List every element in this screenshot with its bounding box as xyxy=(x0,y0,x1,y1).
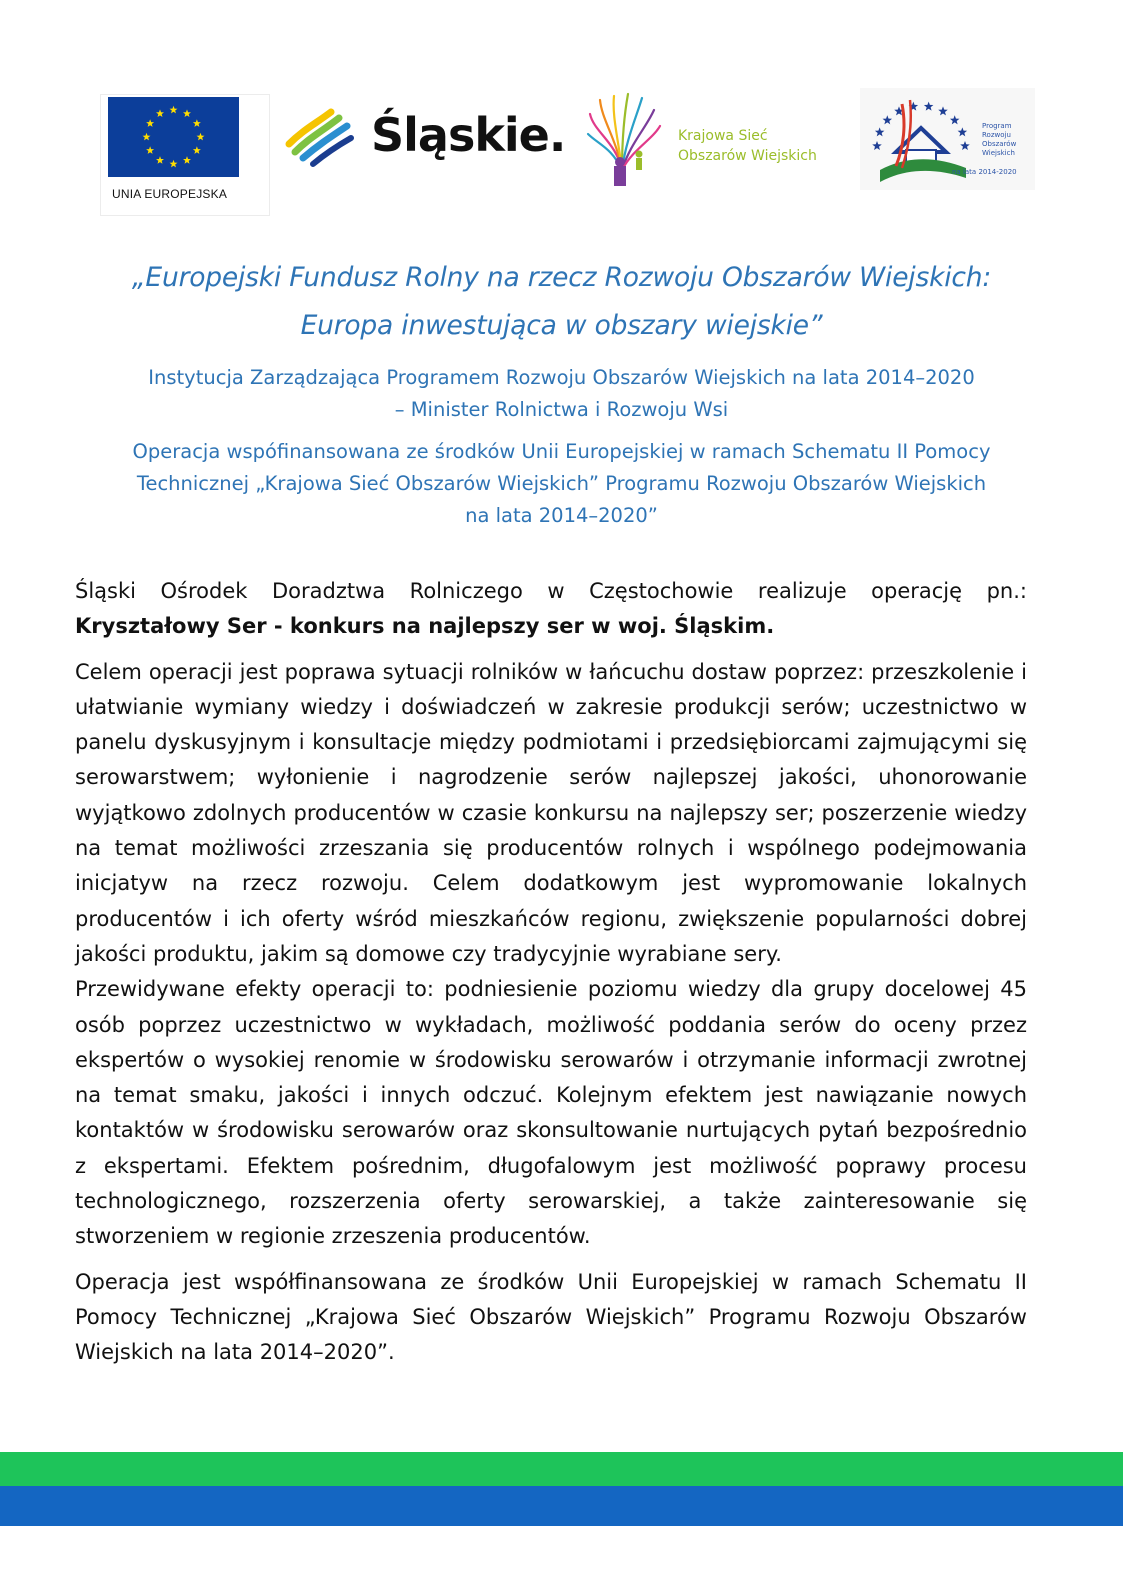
prow-line-3: Obszarów xyxy=(982,140,1017,148)
title-line-2: Europa inwestująca w obszary wiejskie” xyxy=(300,310,823,341)
eu-caption: UNIA EUROPEJSKA xyxy=(112,187,228,201)
intro-text: Śląski Ośrodek Doradztwa Rolniczego w Częstochowie realizuje operację pn.: xyxy=(75,579,1027,603)
prow-line-1: Program xyxy=(982,122,1012,130)
main-title xyxy=(70,254,1053,350)
operation-name: Kryształowy Ser - konkurs na najlepszy ser w woj. Śląskim. xyxy=(75,614,775,639)
slaskie-waves-icon xyxy=(285,104,355,170)
ksow-logo xyxy=(586,92,841,192)
ksow-wordmark xyxy=(678,126,817,166)
header-block xyxy=(70,254,1053,532)
cofinance-line-1: Operacja wspófinansowana ze środków Unii Europejskiej w ramach Schematu II Pomocy xyxy=(132,440,991,463)
authority-line-1: Instytucja Zarządzająca Programem Rozwoju Obszarów Wiejskich na lata 2014–2020 xyxy=(148,366,975,389)
ksow-tree-icon xyxy=(586,92,678,192)
managing-authority xyxy=(70,362,1053,426)
eu-flag-icon xyxy=(108,97,239,177)
authority-line-2: – Minister Rolnictwa i Rozwoju Wsi xyxy=(394,398,729,421)
cofinance-line-3: na lata 2014–2020” xyxy=(465,504,658,527)
closing-paragraph: Operacja jest współfinansowana ze środków Unii Europejskiej w ramach Schematu II Pomocy Technicznej „Krajowa Sieć Obszarów Wiejskich” Programu Rozwoju Obszarów Wiejskich na lata 2014–2020”. xyxy=(75,1269,1027,1365)
eu-logo xyxy=(100,94,270,216)
cofinance-note xyxy=(70,436,1053,532)
slaskie-wordmark: Śląskie. xyxy=(371,108,566,162)
prow-logo xyxy=(860,88,1035,190)
title-line-1: „Europejski Fundusz Rolny na rzecz Rozwoju Obszarów Wiejskich: xyxy=(131,262,992,293)
logo-row xyxy=(0,86,1123,221)
body-block xyxy=(75,574,1027,1371)
footer-band-blue xyxy=(0,1486,1123,1526)
intro-paragraph xyxy=(75,574,1027,645)
slaskie-logo xyxy=(285,104,566,174)
ksow-line-2: Obszarów Wiejskich xyxy=(678,148,817,164)
prow-line-4: Wiejskich xyxy=(982,149,1015,157)
ksow-line-1: Krajowa Sieć xyxy=(678,128,768,144)
prow-wordmark xyxy=(982,122,1016,158)
prow-line-2: Rozwoju xyxy=(982,131,1011,139)
goal-paragraph: Celem operacji jest poprawa sytuacji rolników w łańcuchu dostaw poprzez: przeszkolenie i ułatwianie wymiany wiedzy i doświadczeń w zakresie produkcji serów; uczestnictwo w panelu dyskusyjnym i konsultacje między podmiotami i przedsiębiorcami zajmującymi się serowarstwem; wyłonienie i nagrodzenie serów najlepszej jakości, uhonorowanie wyjątkowo zdolnych producentów w czasie konkursu na najlepszy ser; poszerzenie wiedzy na temat możliwości zrzeszania się producentów rolnych i wspólnego podejmowania inicjatyw na rzecz rozwoju. Celem dodatkowym jest wypromowanie lokalnych producentów i ich oferty wśród mieszkańców regionu, zwiększenie popularności dobrej jakości produktu, jakim są domowe czy tradycyjnie wyrabiane sery. xyxy=(75,659,1027,966)
effects-paragraph: Przewidywane efekty operacji to: podniesienie poziomu wiedzy dla grupy docelowej 45 osób poprzez uczestnictwo w wykładach, możliwość poddania serów do oceny przez ekspertów o wysokiej renomie w środowisku serowarów i otrzymanie informacji zwrotnej na temat smaku, jakości i innych odczuć. Kolejnym efektem jest nawiązanie nowych kontaktów w środowisku serowarów oraz skonsultowanie nurtujących pytań bezpośrednio z ekspertami. Efektem pośrednim, długofalowym jest możliwość poprawy procesu technologicznego, rozszerzenia oferty serowarskiej, a także zainteresowanie się stworzeniem w regionie zrzeszenia producentów. xyxy=(75,977,1027,1249)
cofinance-line-2: Technicznej „Krajowa Sieć Obszarów Wiejskich” Programu Rozwoju Obszarów Wiejskich xyxy=(136,472,987,495)
footer-band-green xyxy=(0,1452,1123,1486)
prow-years: na lata 2014-2020 xyxy=(952,168,1017,176)
